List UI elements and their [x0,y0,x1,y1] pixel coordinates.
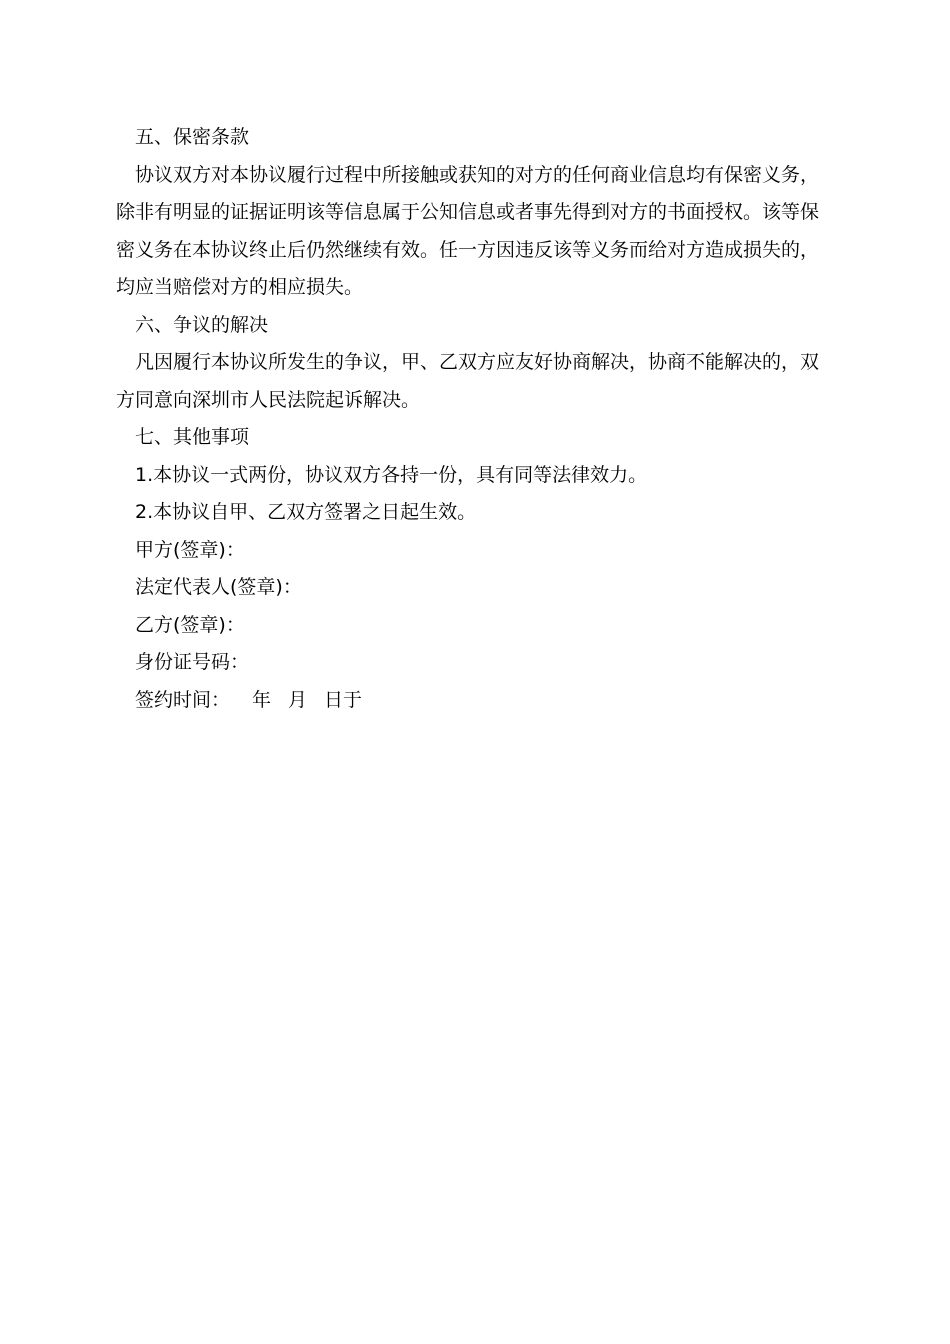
paragraph-line: 方同意向深圳市人民法院起诉解决。 [116,388,421,411]
month-label: 月 [288,688,308,711]
signature-id-number: 身份证号码： [135,651,250,673]
section-heading-confidentiality: 五、保密条款 [135,126,250,148]
paragraph-line: 协议双方对本协议履行过程中所接触或获知的对方的任何商业信息均有保密义务， [135,163,820,186]
document-body [116,119,836,719]
sign-time-label: 签约时间： [135,688,231,711]
list-item: 1.本协议一式两份，协议双方各持一份，具有同等法律效力。 [135,463,648,486]
paragraph-line: 均应当赔偿对方的相应损失。 [116,276,364,298]
day-label: 日于 [324,688,363,711]
paragraph-line: 除非有明显的证据证明该等信息属于公知信息或者事先得到对方的书面授权。该等保 [116,201,820,223]
section-heading-other: 七、其他事项 [135,426,250,448]
year-label: 年 [252,688,272,711]
section-heading-dispute: 六、争议的解决 [135,313,269,336]
signature-party-a: 甲方(签章)： [135,538,245,561]
signature-legal-rep: 法定代表人(签章)： [135,576,302,598]
signature-date-line [116,682,836,720]
paragraph-line: 凡因履行本协议所发生的争议，甲、乙双方应友好协商解决，协商不能解决的，双 [135,351,820,373]
paragraph-line: 密义务在本协议终止后仍然继续有效。任一方因违反该等义务而给对方造成损失的， [116,238,820,261]
signature-party-b: 乙方(签章)： [135,613,245,636]
list-item: 2.本协议自甲、乙双方签署之日起生效。 [135,501,477,523]
